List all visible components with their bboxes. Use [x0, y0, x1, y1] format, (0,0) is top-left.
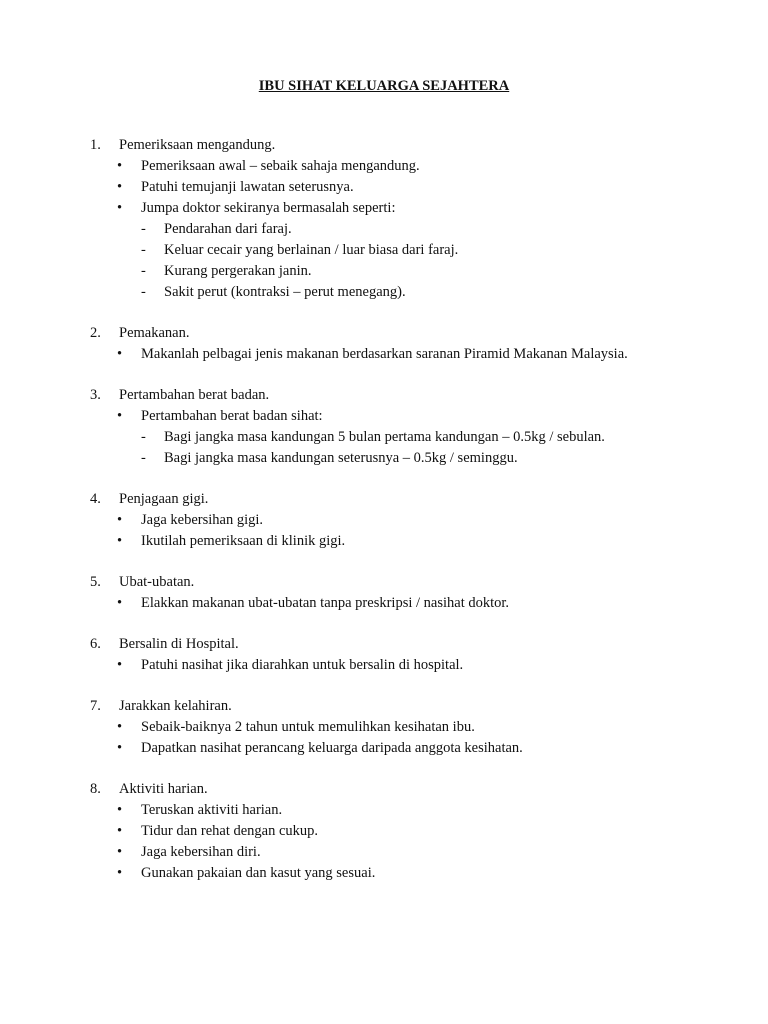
bullet-text: Patuhi nasihat jika diarahkan untuk bersalin di hospital.: [141, 657, 464, 673]
dash-text: Pendarahan dari faraj.: [164, 221, 292, 237]
dash-text: Keluar cecair yang berlainan / luar biasa dari faraj.: [164, 242, 459, 258]
bullet-item: [0, 718, 768, 739]
bullet-text: Gunakan pakaian dan kasut yang sesuai.: [141, 865, 376, 881]
bullet-text: Dapatkan nasihat perancang keluarga daripada anggota kesihatan.: [141, 740, 523, 756]
bullet-item: [0, 864, 768, 885]
document-body: [0, 136, 768, 905]
bullet-text: Pertambahan berat badan sihat:: [141, 408, 323, 424]
bullet-icon: •: [117, 823, 123, 839]
dash-item: [0, 428, 768, 449]
section-heading-row: [0, 324, 768, 345]
bullet-item: [0, 594, 768, 615]
dash-icon: -: [141, 450, 146, 466]
section-number: 1.: [90, 137, 101, 153]
bullet-item: [0, 801, 768, 822]
dash-text: Sakit perut (kontraksi – perut menegang).: [164, 284, 406, 300]
section-heading-row: [0, 386, 768, 407]
bullet-item: [0, 843, 768, 864]
section-heading-row: [0, 780, 768, 801]
bullet-icon: •: [117, 408, 123, 424]
dash-item: [0, 220, 768, 241]
bullet-item: [0, 199, 768, 220]
dash-item: [0, 262, 768, 283]
list-section: [0, 573, 768, 615]
bullet-icon: •: [117, 740, 123, 756]
list-section: [0, 780, 768, 885]
dash-icon: -: [141, 242, 146, 258]
dash-icon: -: [141, 429, 146, 445]
section-heading-row: [0, 136, 768, 157]
bullet-icon: •: [117, 533, 123, 549]
list-section: [0, 490, 768, 553]
dash-icon: -: [141, 263, 146, 279]
section-heading: Ubat-ubatan.: [119, 574, 195, 590]
section-heading: Bersalin di Hospital.: [119, 636, 239, 652]
section-number: 4.: [90, 491, 101, 507]
section-heading-row: [0, 573, 768, 594]
list-section: [0, 324, 768, 366]
section-number: 7.: [90, 698, 101, 714]
bullet-icon: •: [117, 595, 123, 611]
bullet-icon: •: [117, 512, 123, 528]
bullet-item: [0, 157, 768, 178]
bullet-text: Jaga kebersihan gigi.: [141, 512, 264, 528]
bullet-icon: •: [117, 200, 123, 216]
section-heading: Penjagaan gigi.: [119, 491, 209, 507]
document-title: IBU SIHAT KELUARGA SEJAHTERA: [258, 78, 510, 94]
bullet-text: Sebaik-baiknya 2 tahun untuk memulihkan kesihatan ibu.: [141, 719, 475, 735]
bullet-text: Teruskan aktiviti harian.: [141, 802, 283, 818]
bullet-item: [0, 656, 768, 677]
bullet-text: Jumpa doktor sekiranya bermasalah seperti:: [141, 200, 396, 216]
section-heading: Jarakkan kelahiran.: [119, 698, 232, 714]
dash-text: Bagi jangka masa kandungan 5 bulan pertama kandungan – 0.5kg / sebulan.: [164, 429, 605, 445]
bullet-item: [0, 345, 768, 366]
section-heading-row: [0, 490, 768, 511]
section-heading: Aktiviti harian.: [119, 781, 208, 797]
bullet-item: [0, 822, 768, 843]
section-number: 3.: [90, 387, 101, 403]
bullet-item: [0, 511, 768, 532]
dash-text: Bagi jangka masa kandungan seterusnya – 0.5kg / seminggu.: [164, 450, 518, 466]
bullet-icon: •: [117, 844, 123, 860]
dash-icon: -: [141, 284, 146, 300]
list-section: [0, 386, 768, 470]
section-heading-row: [0, 635, 768, 656]
bullet-icon: •: [117, 802, 123, 818]
bullet-item: [0, 739, 768, 760]
bullet-text: Jaga kebersihan diri.: [141, 844, 261, 860]
list-section: [0, 697, 768, 760]
bullet-item: [0, 532, 768, 553]
section-number: 6.: [90, 636, 101, 652]
section-heading: Pertambahan berat badan.: [119, 387, 270, 403]
bullet-text: Makanlah pelbagai jenis makanan berdasarkan saranan Piramid Makanan Malaysia.: [141, 346, 628, 362]
bullet-item: [0, 178, 768, 199]
section-heading-row: [0, 697, 768, 718]
dash-item: [0, 283, 768, 304]
bullet-text: Tidur dan rehat dengan cukup.: [141, 823, 319, 839]
bullet-text: Patuhi temujanji lawatan seterusnya.: [141, 179, 354, 195]
bullet-text: Ikutilah pemeriksaan di klinik gigi.: [141, 533, 346, 549]
dash-text: Kurang pergerakan janin.: [164, 263, 312, 279]
list-section: [0, 136, 768, 304]
bullet-icon: •: [117, 179, 123, 195]
bullet-item: [0, 407, 768, 428]
section-number: 8.: [90, 781, 101, 797]
dash-item: [0, 449, 768, 470]
bullet-text: Pemeriksaan awal – sebaik sahaja mengandung.: [141, 158, 420, 174]
bullet-text: Elakkan makanan ubat-ubatan tanpa preskripsi / nasihat doktor.: [141, 595, 510, 611]
bullet-icon: •: [117, 865, 123, 881]
section-heading: Pemakanan.: [119, 325, 190, 341]
bullet-icon: •: [117, 657, 123, 673]
section-number: 2.: [90, 325, 101, 341]
bullet-icon: •: [117, 346, 123, 362]
list-section: [0, 635, 768, 677]
section-number: 5.: [90, 574, 101, 590]
dash-icon: -: [141, 221, 146, 237]
dash-item: [0, 241, 768, 262]
bullet-icon: •: [117, 719, 123, 735]
section-heading: Pemeriksaan mengandung.: [119, 137, 276, 153]
bullet-icon: •: [117, 158, 123, 174]
